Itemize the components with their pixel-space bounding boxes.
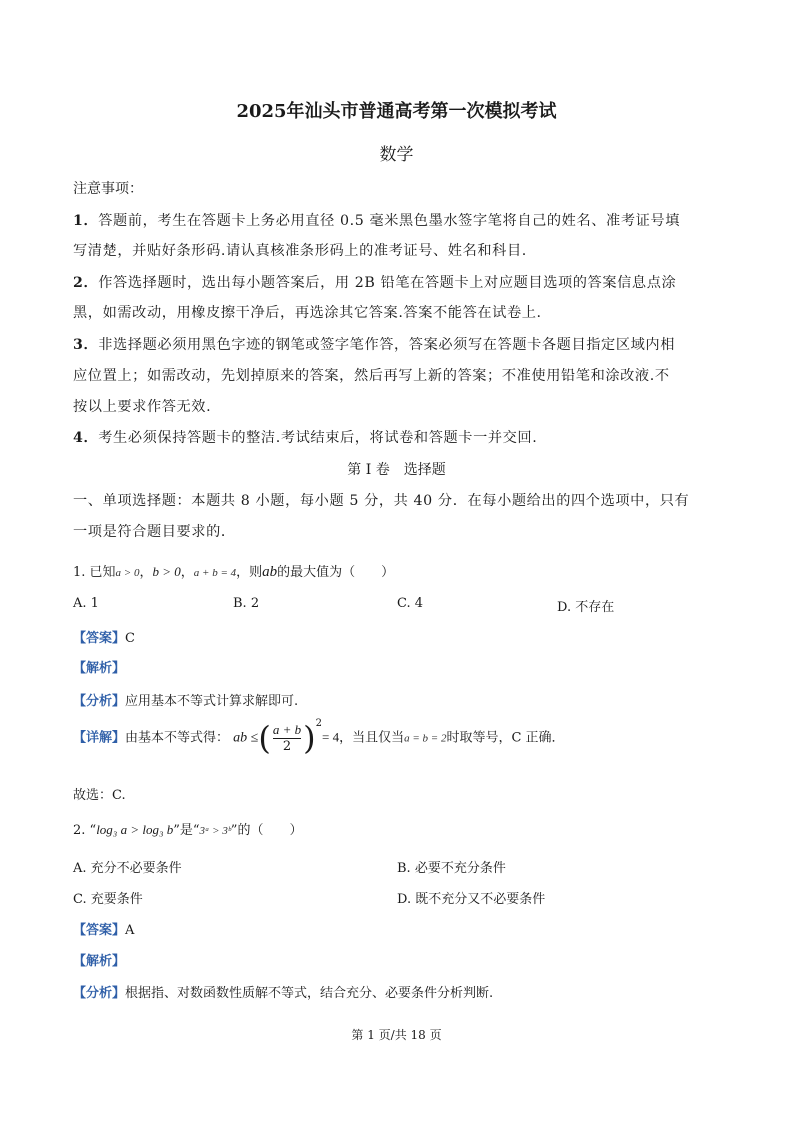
question-1-analysis-tag: 【解析】 xyxy=(73,661,126,676)
notice-item-2-line-1: 2．作答选择题时，选出每小题答案后，用 2B 铅笔在答题卡上对应题目选项的答案信息点涂 xyxy=(73,275,677,291)
question-2-answer: 【答案】A xyxy=(73,923,135,938)
question-2-fenxi: 【分析】根据指、对数函数性质解不等式，结合充分、必要条件分析判断. xyxy=(73,986,494,1001)
exam-title: 2025年汕头市普通高考第一次模拟考试 xyxy=(236,101,557,122)
subject-title: 数学 xyxy=(379,145,414,165)
question-2-option-c: C. 充要条件 xyxy=(73,892,143,907)
question-1-option-a: A. 1 xyxy=(73,596,99,611)
fraction: $\frac{a + b}{2}$ xyxy=(272,722,302,754)
notice-item-2-line-2: 黑，如需改动，用橡皮擦干净后，再选涂其它答案.答案不能答在试卷上. xyxy=(73,305,542,321)
question-1-answer: 【答案】C xyxy=(73,631,135,646)
notice-item-4-line-1: 4．考生必须保持答题卡的整洁.考试结束后，将试卷和答题卡一并交回. xyxy=(73,430,538,446)
question-1-option-c: C. 4 xyxy=(397,596,424,611)
question-1-option-d: D. 不存在 xyxy=(557,600,615,615)
notice-heading: 注意事项： xyxy=(73,181,143,197)
question-1-detail: 【详解】由基本不等式得： ab ≤( $\frac{a + b}{2}$ )$^2$= 4，当且仅当a = b = 2时取等号，C 正确． xyxy=(73,718,565,757)
notice-item-1-line-2: 写清楚，并贴好条形码.请认真核准条形码上的准考证号、姓名和科目. xyxy=(73,243,527,259)
question-2-analysis-tag: 【解析】 xyxy=(73,954,126,969)
section-instruction-line-1: 一、单项选择题：本题共 8 小题，每小题 5 分，共 40 分．在每小题给出的四个选项中，只有 xyxy=(73,493,690,509)
section-title: 第 I 卷 选择题 xyxy=(347,462,446,478)
notice-item-3-line-1: 3．非选择题必须用黑色字迹的钢笔或签字笔作答，答案必须写在答题卡各题目指定区域内相 xyxy=(73,337,675,353)
section-instruction-line-2: 一项是符合题目要求的． xyxy=(73,524,236,540)
question-1-option-b: B. 2 xyxy=(233,596,260,611)
question-2-stem: 2. “log₃ a > log₃ b”是“3ᵃ > 3ᵇ”的（ ） xyxy=(73,822,303,838)
page-footer: 第 1 页/共 18 页 xyxy=(351,1028,442,1042)
notice-item-3-line-3: 按以上要求作答无效. xyxy=(73,399,212,415)
question-1-conclusion: 故选：C. xyxy=(73,788,126,803)
question-1-stem: 1. 已知a > 0，b > 0，a + b = 4，则ab的最大值为（ ） xyxy=(73,564,395,580)
question-2-option-a: A. 充分不必要条件 xyxy=(73,861,182,876)
notice-item-1-line-1: 1．答题前，考生在答题卡上务必用直径 0.5 毫米黑色墨水签字笔将自己的姓名、准考证号填 xyxy=(73,213,680,229)
question-2-option-b: B. 必要不充分条件 xyxy=(397,861,506,876)
question-2-option-d: D. 既不充分又不必要条件 xyxy=(397,892,546,907)
notice-item-3-line-2: 应位置上；如需改动，先划掉原来的答案，然后再写上新的答案；不准使用铅笔和涂改液.不 xyxy=(73,368,670,384)
question-1-fenxi: 【分析】应用基本不等式计算求解即可. xyxy=(73,694,299,709)
